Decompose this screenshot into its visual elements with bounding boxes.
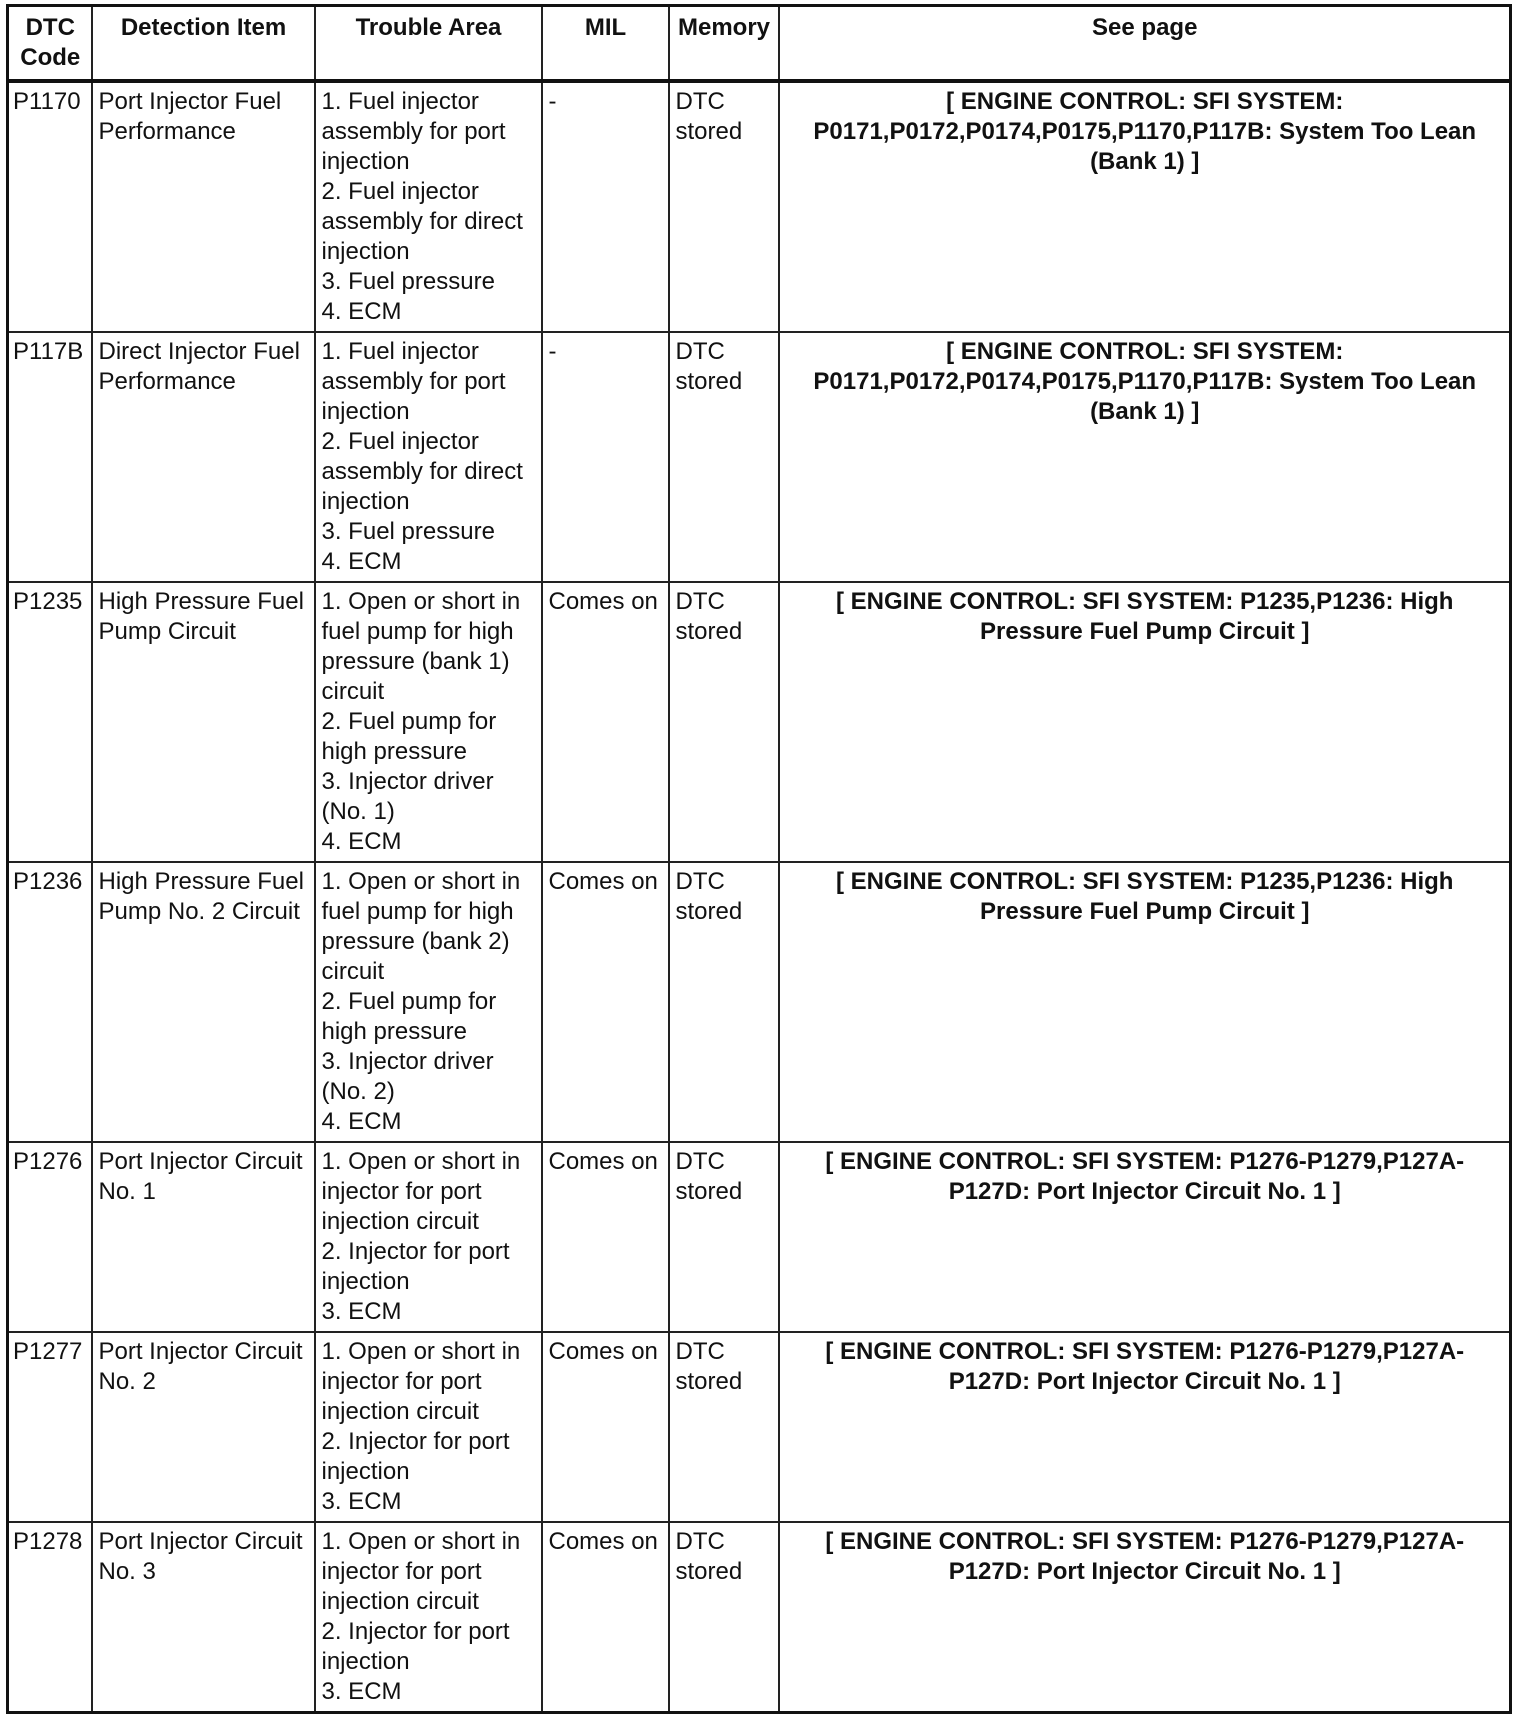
trouble-area-line: 3. ECM [321,1298,402,1325]
trouble-area-line: 4. ECM [321,828,402,855]
trouble-area-line: 4. ECM [321,1108,402,1135]
see-page-link[interactable]: [ ENGINE CONTROL: SFI SYSTEM: P0171,P0172,P0174,P0175,P1170,P117B: System Too Lean (Bank 1) ] [779,332,1511,582]
trouble-area-line: 1. Open or short in injector for port injection circuit [321,1148,521,1235]
trouble-area-cell [315,862,542,1142]
dtc-code-cell: P1236 [8,862,92,1142]
table-row [8,81,1511,332]
detection-item-cell: High Pressure Fuel Pump Circuit [92,582,315,862]
trouble-area-line: 2. Injector for port injection [321,1428,510,1485]
dtc-table-container [6,4,1509,1714]
trouble-area-line: 2. Injector for port injection [321,1618,510,1675]
dtc-table [6,4,1512,1714]
trouble-area-line: 2. Fuel injector assembly for direct injection [321,178,523,265]
trouble-area-line: 3. Injector driver (No. 1) [321,768,494,825]
header-memory: Memory [669,6,779,82]
memory-cell: DTC stored [669,1522,779,1713]
detection-item-cell: Port Injector Circuit No. 2 [92,1332,315,1522]
trouble-area-line: 4. ECM [321,298,402,325]
header-trouble-area: Trouble Area [315,6,542,82]
trouble-area-line: 3. ECM [321,1678,402,1705]
detection-item-cell: Port Injector Circuit No. 1 [92,1142,315,1332]
dtc-code-cell: P117B [8,332,92,582]
trouble-area-cell [315,332,542,582]
table-body [8,81,1511,1713]
table-row [8,1142,1511,1332]
trouble-area-line: 2. Fuel injector assembly for direct injection [321,428,523,515]
trouble-area-line: 4. ECM [321,548,402,575]
detection-item-cell: Direct Injector Fuel Performance [92,332,315,582]
mil-cell: Comes on [542,582,669,862]
trouble-area-line: 1. Open or short in injector for port injection circuit [321,1528,521,1615]
dtc-code-cell: P1170 [8,81,92,332]
trouble-area-line: 1. Open or short in fuel pump for high pressure (bank 2) circuit [321,868,521,985]
trouble-area-line: 1. Fuel injector assembly for port injection [321,88,506,175]
dtc-code-cell: P1235 [8,582,92,862]
trouble-area-line: 1. Fuel injector assembly for port injection [321,338,506,425]
header-dtc-code: DTC Code [8,6,92,82]
table-row [8,582,1511,862]
memory-cell: DTC stored [669,1142,779,1332]
see-page-link[interactable]: [ ENGINE CONTROL: SFI SYSTEM: P1235,P1236: High Pressure Fuel Pump Circuit ] [779,582,1511,862]
trouble-area-cell [315,1332,542,1522]
mil-cell: Comes on [542,1142,669,1332]
header-mil: MIL [542,6,669,82]
memory-cell: DTC stored [669,582,779,862]
detection-item-cell: High Pressure Fuel Pump No. 2 Circuit [92,862,315,1142]
dtc-code-cell: P1278 [8,1522,92,1713]
memory-cell: DTC stored [669,81,779,332]
see-page-link[interactable]: [ ENGINE CONTROL: SFI SYSTEM: P1276-P1279,P127A-P127D: Port Injector Circuit No. 1 ] [779,1522,1511,1713]
trouble-area-line: 2. Fuel pump for high pressure [321,708,497,765]
table-row [8,332,1511,582]
memory-cell: DTC stored [669,1332,779,1522]
mil-cell: Comes on [542,1332,669,1522]
memory-cell: DTC stored [669,332,779,582]
trouble-area-line: 2. Injector for port injection [321,1238,510,1295]
table-row [8,862,1511,1142]
see-page-link[interactable]: [ ENGINE CONTROL: SFI SYSTEM: P1276-P1279,P127A-P127D: Port Injector Circuit No. 1 ] [779,1332,1511,1522]
trouble-area-cell [315,1142,542,1332]
see-page-link[interactable]: [ ENGINE CONTROL: SFI SYSTEM: P1276-P1279,P127A-P127D: Port Injector Circuit No. 1 ] [779,1142,1511,1332]
see-page-link[interactable]: [ ENGINE CONTROL: SFI SYSTEM: P1235,P1236: High Pressure Fuel Pump Circuit ] [779,862,1511,1142]
trouble-area-cell [315,582,542,862]
dtc-code-cell: P1276 [8,1142,92,1332]
detection-item-cell: Port Injector Circuit No. 3 [92,1522,315,1713]
header-detection-item: Detection Item [92,6,315,82]
trouble-area-cell [315,81,542,332]
dtc-code-cell: P1277 [8,1332,92,1522]
table-row [8,1522,1511,1713]
trouble-area-line: 3. Fuel pressure [321,268,495,295]
trouble-area-line: 2. Fuel pump for high pressure [321,988,497,1045]
trouble-area-line: 1. Open or short in fuel pump for high pressure (bank 1) circuit [321,588,521,705]
detection-item-cell: Port Injector Fuel Performance [92,81,315,332]
trouble-area-line: 3. ECM [321,1488,402,1515]
mil-cell: - [542,81,669,332]
trouble-area-line: 3. Fuel pressure [321,518,495,545]
mil-cell: - [542,332,669,582]
table-header-row [8,6,1511,82]
mil-cell: Comes on [542,862,669,1142]
table-row [8,1332,1511,1522]
mil-cell: Comes on [542,1522,669,1713]
header-see-page: See page [779,6,1511,82]
trouble-area-line: 3. Injector driver (No. 2) [321,1048,494,1105]
see-page-link[interactable]: [ ENGINE CONTROL: SFI SYSTEM: P0171,P0172,P0174,P0175,P1170,P117B: System Too Lean (Bank 1) ] [779,81,1511,332]
trouble-area-line: 1. Open or short in injector for port injection circuit [321,1338,521,1425]
memory-cell: DTC stored [669,862,779,1142]
trouble-area-cell [315,1522,542,1713]
